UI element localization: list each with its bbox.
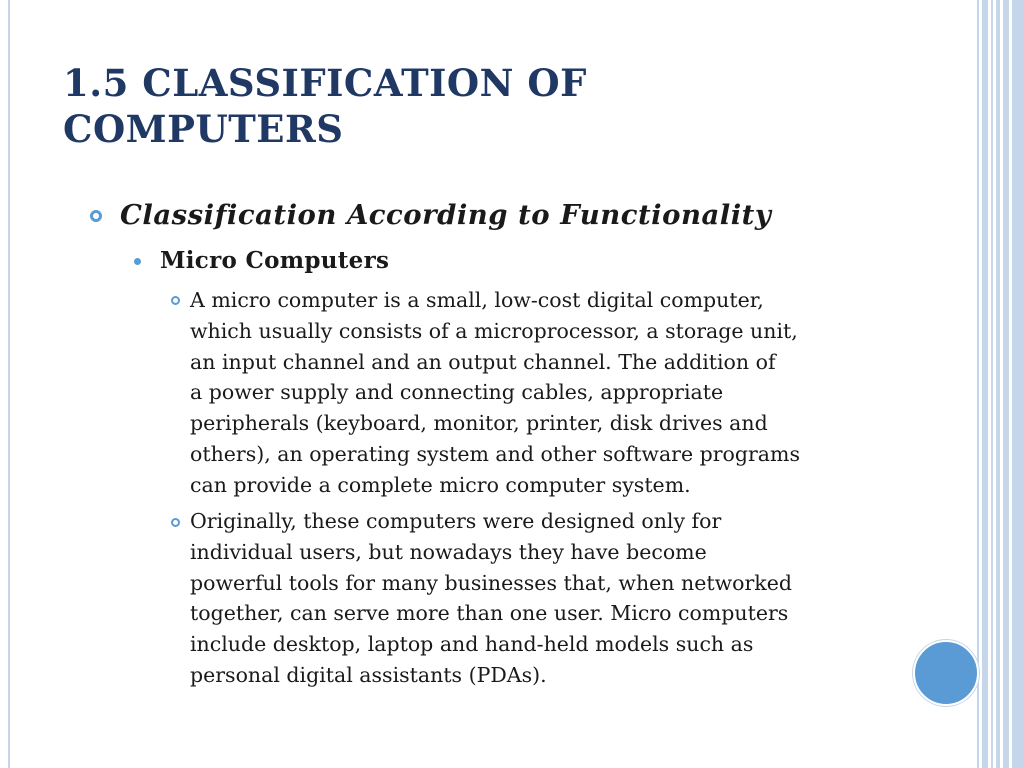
paragraph-line: Originally, these computers were designed only for (190, 509, 722, 533)
level1-heading: Classification According to Functionality (120, 199, 772, 231)
paragraph-line: an input channel and an output channel. The addition of (190, 349, 776, 374)
paragraph-line: personal digital assistants (PDAs). (190, 662, 547, 687)
bullet-ring-icon (171, 296, 180, 305)
paragraph-line: a power supply and connecting cables, appropriate (190, 380, 724, 405)
paragraph-line: can provide a complete micro computer system. (190, 472, 691, 497)
paragraph-line: peripherals (keyboard, monitor, printer, disk drives and (190, 411, 768, 436)
paragraph-line: together, can serve more than one user. Micro computers (190, 601, 789, 626)
title-line: COMPUTERS (63, 107, 344, 151)
paragraph-line: powerful tools for many businesses that, when networked (190, 570, 792, 595)
paragraph-line: others), an operating system and other software programs (190, 441, 800, 466)
paragraph-line: A micro computer is a small, low-cost digital computer, (190, 288, 764, 312)
title-line: 1.5 CLASSIFICATION OF (63, 61, 587, 105)
level2-heading: Micro Computers (160, 247, 390, 274)
paragraph-line: which usually consists of a microprocessor, a storage unit, (190, 318, 798, 343)
bullet-dot-icon (134, 258, 141, 265)
paragraph-micro-usage (190, 506, 890, 691)
paragraph-line: include desktop, laptop and hand-held models such as (190, 632, 754, 657)
bullet-ring-icon (171, 518, 180, 527)
bullet-ring-icon (90, 210, 102, 222)
paragraph-micro-definition (190, 285, 890, 501)
paragraph-line: individual users, but nowadays they have become (190, 539, 707, 564)
